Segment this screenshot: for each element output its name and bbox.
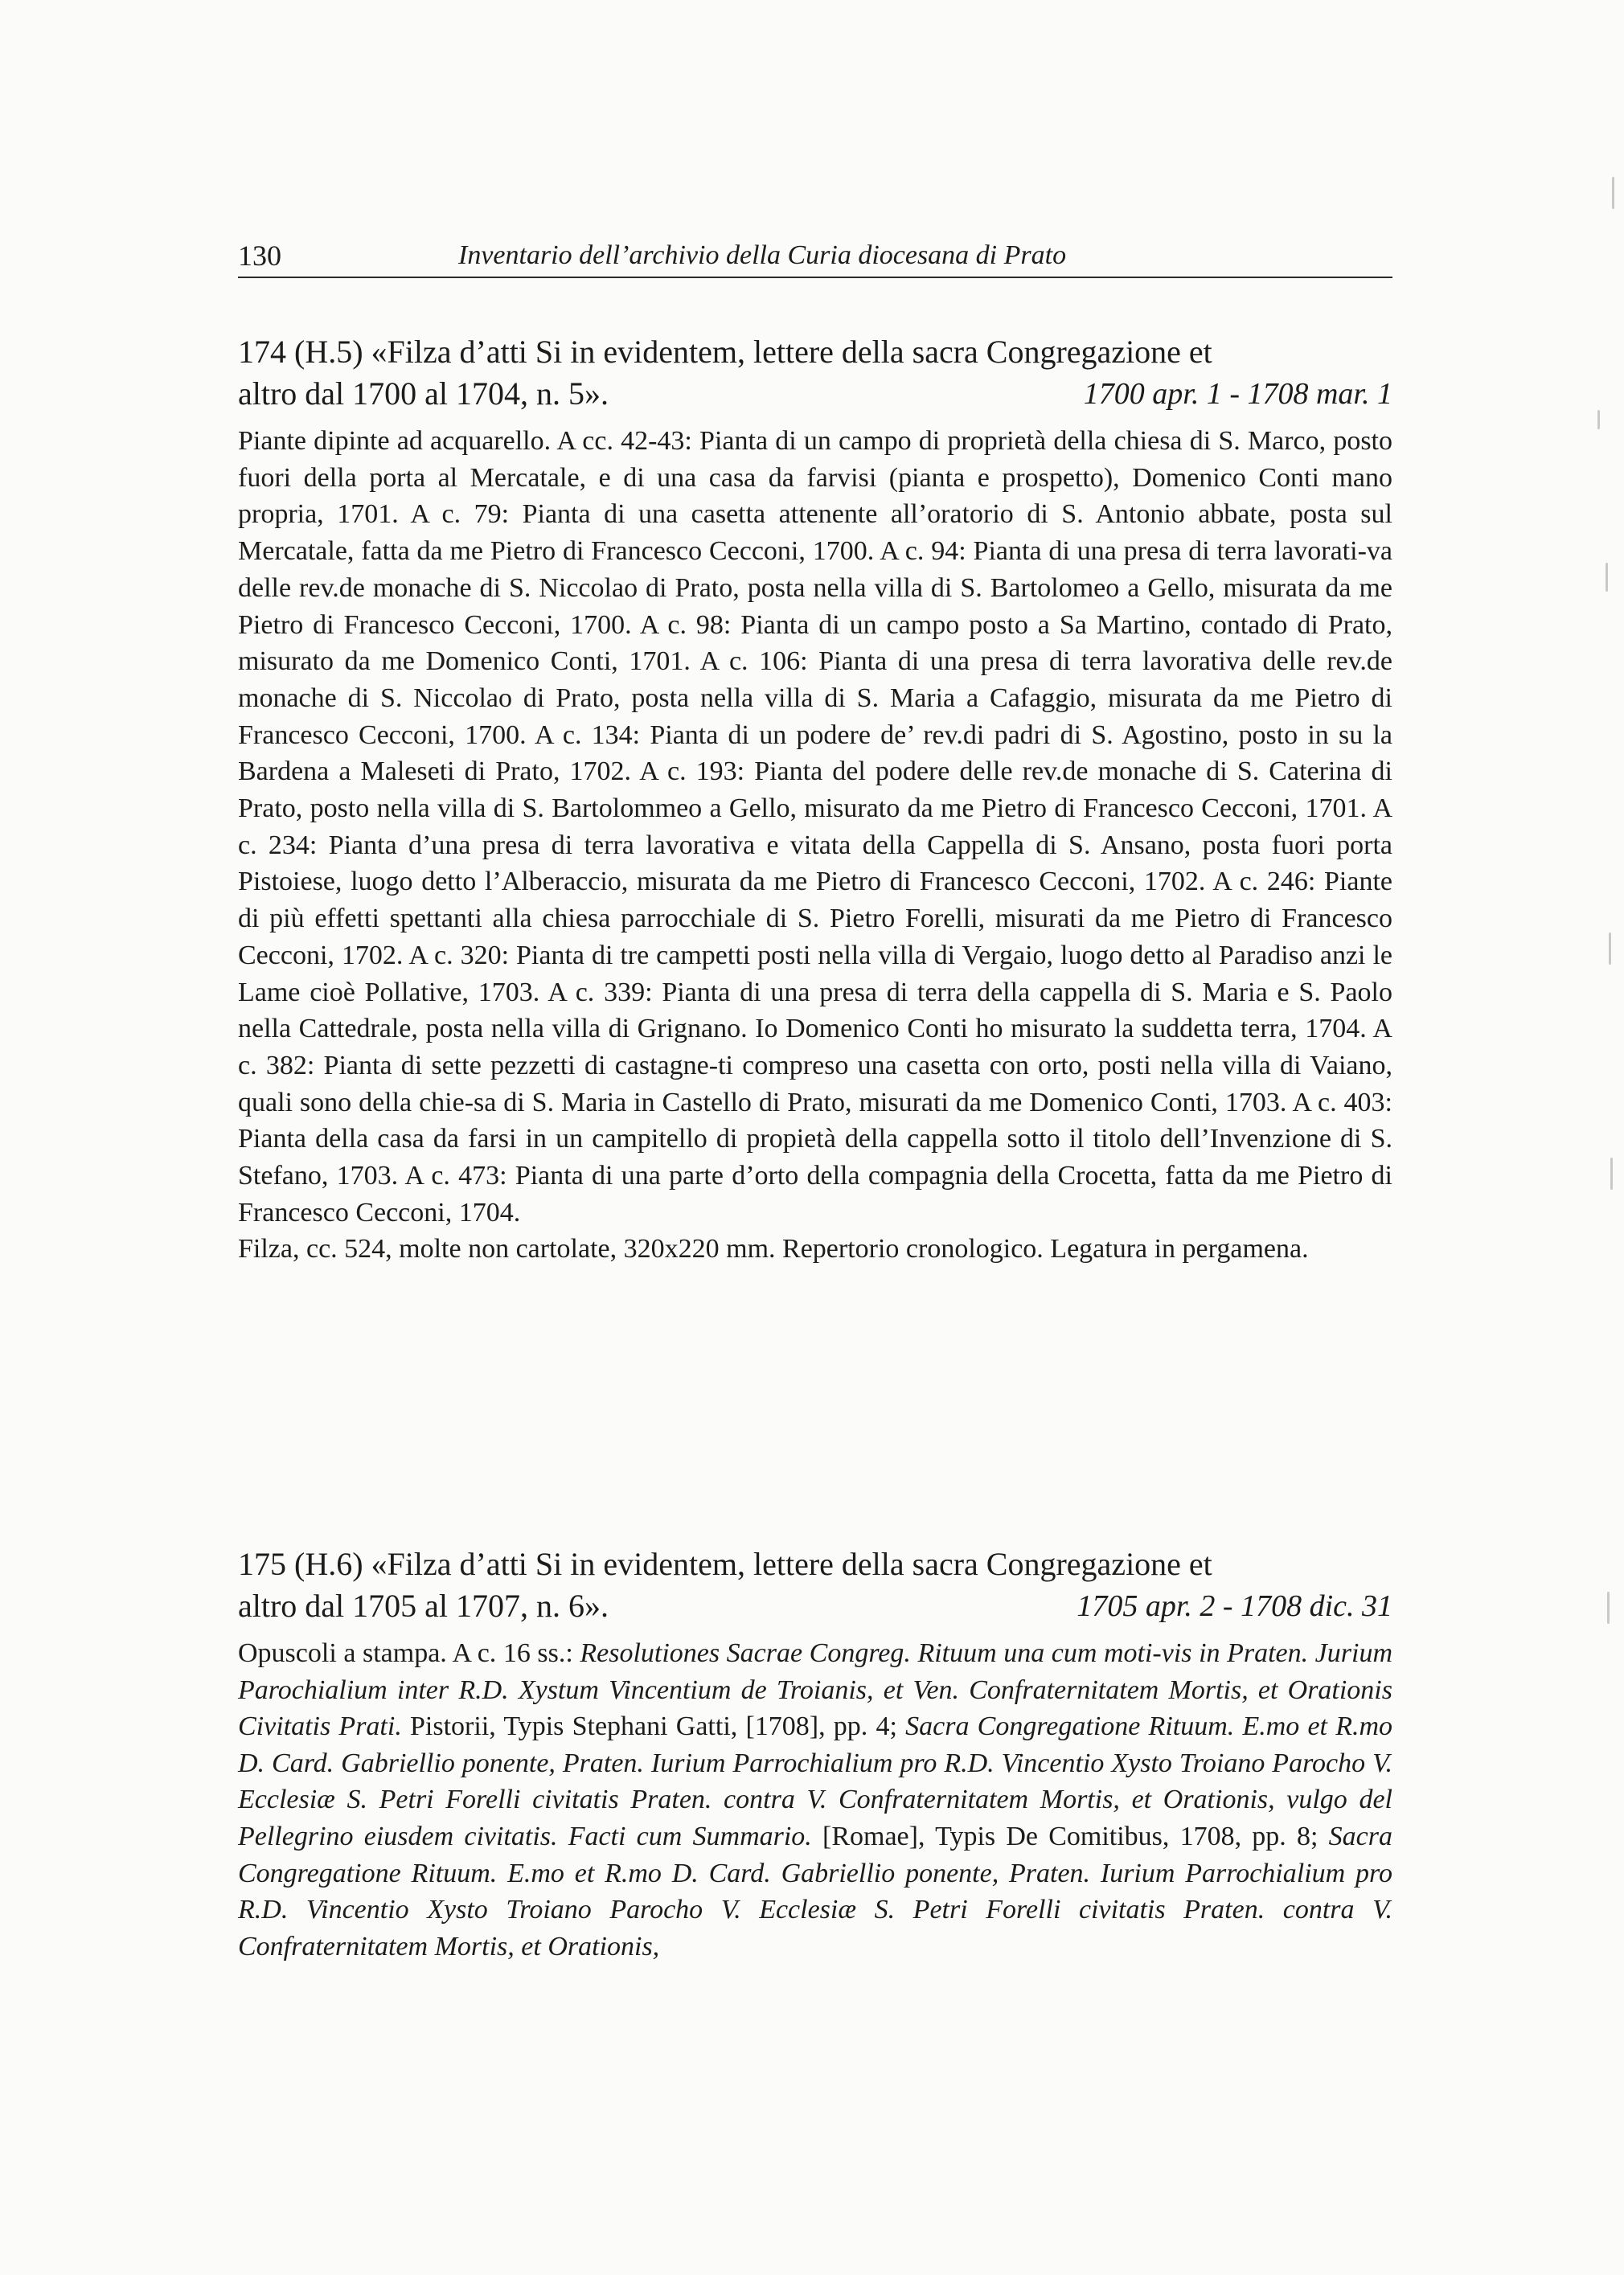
body-text-roman: Pistorii, Typis Stephani Gatti, [1708], pp. 4; [401,1711,906,1742]
page-header [238,235,1392,278]
entry-title-line: 175 (H.6) «Filza d’atti Si in evidentem, lettere della sacra Congregazione et [238,1546,1212,1582]
scan-edge-mark [1607,1592,1610,1624]
entry-date-range: 1700 apr. 1 - 1708 mar. 1 [1083,377,1392,411]
scan-edge-mark [1612,177,1614,209]
entry-title-line-2: altro dal 1700 al 1704, n. 5». [238,375,609,412]
scan-edge-mark [1610,1158,1613,1190]
inventory-entry-174 [238,331,1392,1268]
running-title: Inventario dell’archivio della Curia diocesana di Prato [458,240,1067,270]
inventory-entry-175 [238,1543,1392,1965]
body-text-italic-title: Sacra Congregatione Rituum. E.mo et R.mo D. Card. Gabriellio ponente, Praten. Iurium Parrochialium pro R.D. Vincentio Xysto Troiano Parocho V. Ecclesiæ S. Petri Forelli civitatis Praten. contra V. Confraternitatem Mortis, et Orationis, vulgo del Pellegrino eiusdem civitatis. Facti cum Summario. [238,1711,1393,1851]
body-text-roman: [Romae], Typis De Comitibus, 1708, pp. 8; [811,1821,1329,1851]
page-number: 130 [238,240,281,272]
scan-edge-mark [1609,933,1611,965]
entry-title-line-2-row [238,373,1392,415]
entry-heading [238,331,1392,415]
entry-body [238,1635,1392,1965]
entry-title-line: 174 (H.5) «Filza d’atti Si in evidentem, lettere della sacra Congregazione et [238,334,1212,370]
entry-title-line-2-row [238,1585,1392,1627]
body-text-roman: Opuscoli a stampa. A c. 16 ss.: [238,1638,580,1668]
entry-body [238,423,1392,1268]
entry-date-range: 1705 apr. 2 - 1708 dic. 31 [1077,1589,1392,1623]
entry-contents-text: Piante dipinte ad acquarello. A cc. 42-43: Pianta di un campo di proprietà della chiesa di S. Marco, posto fuori della porta al Mercatale, e di una casa da farvisi (pianta e prospetto), Domenico Conti mano propria, 1701. A c. 79: Pianta di una casetta attenente all’oratorio di S. Antonio abbate, posta sul Mercatale, fatta da me Pietro di Francesco Cecconi, 1700. A c. 94: Pianta di una presa di terra lavorati-va delle rev.de monache di S. Niccolao di Prato, posta nella villa di S. Bartolomeo a Gello, misurata da me Pietro di Francesco Cecconi, 1700. A c. 98: Pianta di un campo posto a Sa Martino, contado di Prato, misurato da me Domenico Conti, 1701. A c. 106: Pianta di una presa di terra lavorativa delle rev.de monache di S. Niccolao di Prato, posta nella villa di S. Maria a Cafaggio, misurata da me Pietro di Francesco Cecconi, 1700. A c. 134: Pianta di un podere de’ rev.di padri di S. Agostino, posto in su la Bardena a Maleseti di Prato, 1702. A c. 193: Pianta del podere delle rev.de monache di S. Caterina di Prato, posto nella villa di S. Bartolommeo a Gello, misurato da me Pietro di Francesco Cecconi, 1701. A c. 234: Pianta d’una presa di terra lavorativa e vitata della Cappella di S. Ansano, posta fuori porta Pistoiese, luogo detto l’Alberaccio, misurata da me Pietro di Francesco Cecconi, 1702. A c. 246: Piante di più effetti spettanti alla chiesa parrocchiale di S. Pietro Forelli, misurati da me Pietro di Francesco Cecconi, 1702. A c. 320: Pianta di tre campetti posti nella villa di Vergaio, luogo detto al Paradiso anzi le Lame cioè Pollative, 1703. A c. 339: Pianta di una presa di terra della cappella di S. Maria e S. Paolo nella Cattedrale, posta nella villa di Grignano. Io Domenico Conti ho misurato la suddetta terra, 1704. A c. 382: Pianta di sette pezzetti di castagne-ti compreso una casetta con orto, posti nella villa di Vaiano, quali sono della chie-sa di S. Maria in Castello di Prato, misurati da me Domenico Conti, 1703. A c. 403: Pianta della casa da farsi in un campitello di propietà della cappella sotto il titolo dell’Invenzione di S. Stefano, 1703. A c. 473: Pianta di una parte d’orto della compagnia della Crocetta, fatta da me Pietro di Francesco Cecconi, 1704. [238,426,1392,1228]
body-text-italic-title: Sacra Congregatione Rituum. E.mo et R.mo D. Card. Gabriellio ponente, Praten. Iurium Parrochialium pro R.D. Vincentio Xysto Troiano Parocho V. Ecclesiæ S. Petri Forelli civitatis Praten. contra V. Confraternitatem Mortis, et Orationis, [238,1821,1392,1961]
scan-edge-mark [1606,563,1608,592]
body-text-italic-title: Resolutiones Sacrae Congreg. Rituum una cum moti-vis in Praten. Jurium Parochialium inter R.D. Xystum Vincentium de Troianis, et Ven. Confraternitatem Mortis, et Orationis Civitatis Prati. [238,1638,1392,1742]
entry-heading [238,1543,1392,1627]
scan-edge-mark [1597,410,1600,429]
entry-title-line-2: altro dal 1705 al 1707, n. 6». [238,1588,609,1624]
entry-physical-description: Filza, cc. 524, molte non cartolate, 320x220 mm. Repertorio cronologico. Legatura in pergamena. [238,1234,1309,1265]
